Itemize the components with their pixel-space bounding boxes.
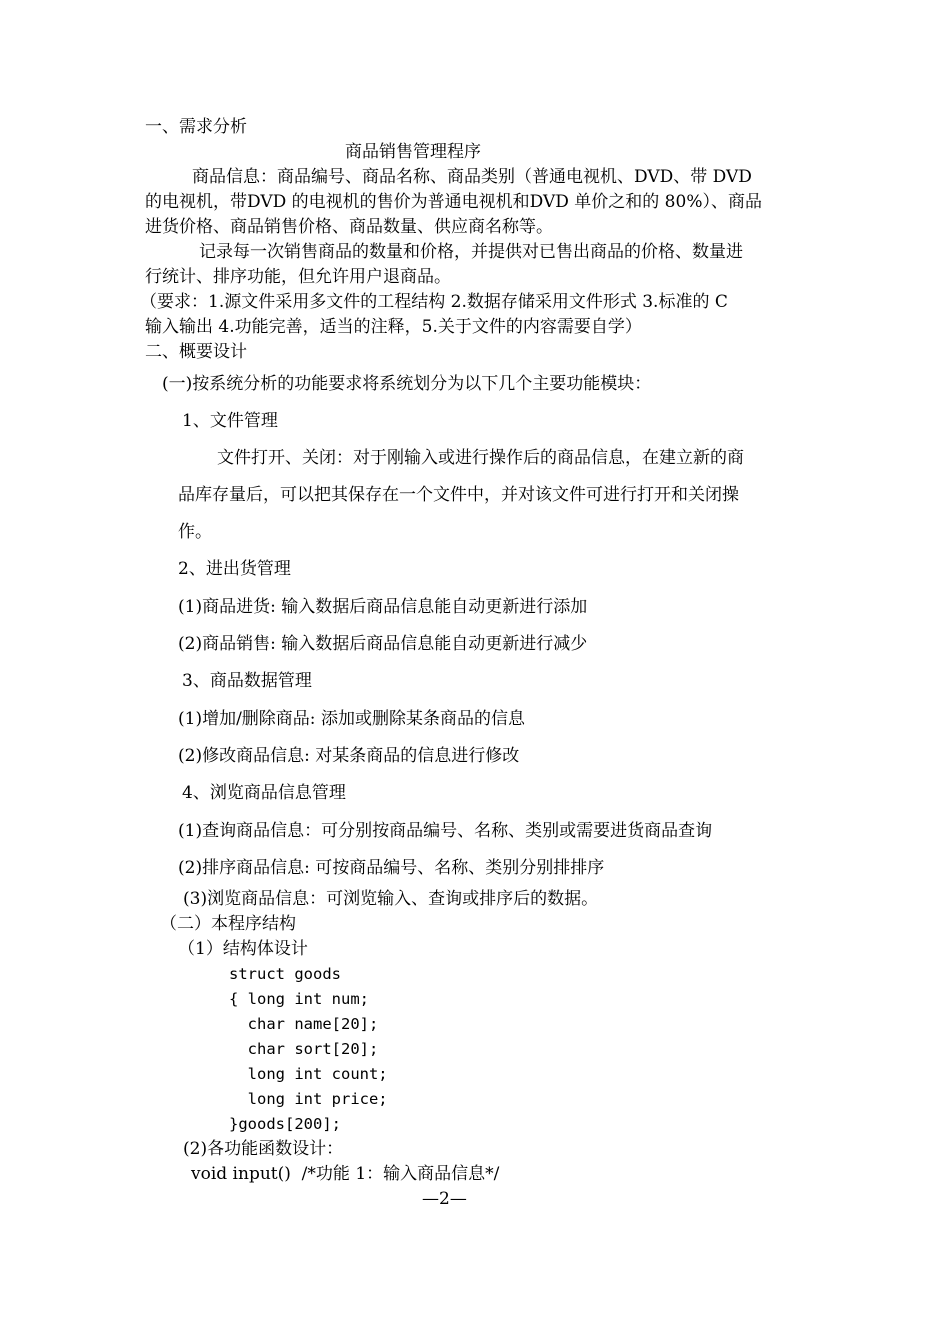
code-line: struct goods [229,965,341,983]
paragraph-line: 记录每一次销售商品的数量和价格，并提供对已售出商品的价格、数量进 [199,242,743,262]
module-title: 3、商品数据管理 [182,671,312,691]
code-line: void input() /*功能 1：输入商品信息*/ [191,1164,500,1184]
subsection-heading: （二）本程序结构 [160,914,296,934]
list-item: (2)排序商品信息: 可按商品编号、名称、类别分别排排序 [178,858,605,878]
page-number: —2— [422,1189,467,1209]
list-item: (3)浏览商品信息：可浏览输入、查询或排序后的数据。 [183,889,599,909]
code-line: }goods[200]; [229,1115,341,1133]
module-title: 1、文件管理 [182,411,278,431]
list-item: (1)商品进货: 输入数据后商品信息能自动更新进行添加 [178,597,588,617]
section-heading: 一、需求分析 [145,117,247,137]
subsection-heading: (2)各功能函数设计： [183,1139,344,1159]
paragraph-line: 文件打开、关闭：对于刚输入或进行操作后的商品信息，在建立新的商 [217,448,744,468]
list-item: (1)增加/删除商品: 添加或删除某条商品的信息 [178,709,525,729]
code-line: long int count; [229,1065,388,1083]
paragraph-line: 商品信息：商品编号、商品名称、商品类别（普通电视机、DVD、带 DVD [192,167,752,187]
list-item: (2)商品销售: 输入数据后商品信息能自动更新进行减少 [178,634,588,654]
requirements-line: （要求：1.源文件采用多文件的工程结构 2.数据存储采用文件形式 3.标准的 C [140,292,728,312]
paragraph-line: 行统计、排序功能，但允许用户退商品。 [145,267,451,287]
document-title: 商品销售管理程序 [345,142,481,162]
code-line: { long int num; [229,990,369,1008]
section-heading: 二、概要设计 [145,342,247,362]
code-line: char sort[20]; [229,1040,379,1058]
paragraph-line: 作。 [178,522,212,542]
subsection-heading: （1）结构体设计 [178,939,308,959]
module-title: 2、进出货管理 [178,559,291,579]
list-item: (1)查询商品信息：可分别按商品编号、名称、类别或需要进货商品查询 [178,821,713,841]
paragraph-line: 进货价格、商品销售价格、商品数量、供应商名称等。 [145,217,553,237]
module-title: 4、浏览商品信息管理 [182,783,346,803]
paragraph-line: 品库存量后，可以把其保存在一个文件中，并对该文件可进行打开和关闭操 [178,485,739,505]
list-item: (2)修改商品信息: 对某条商品的信息进行修改 [178,746,520,766]
requirements-line: 输入输出 4.功能完善，适当的注释，5.关于文件的内容需要自学） [145,317,642,337]
paragraph-line: (一)按系统分析的功能要求将系统划分为以下几个主要功能模块： [162,374,652,394]
paragraph-line: 的电视机，带DVD 的电视机的售价为普通电视机和DVD 单价之和的 80%）、商品 [145,192,762,212]
code-line: long int price; [229,1090,388,1108]
code-line: char name[20]; [229,1015,379,1033]
